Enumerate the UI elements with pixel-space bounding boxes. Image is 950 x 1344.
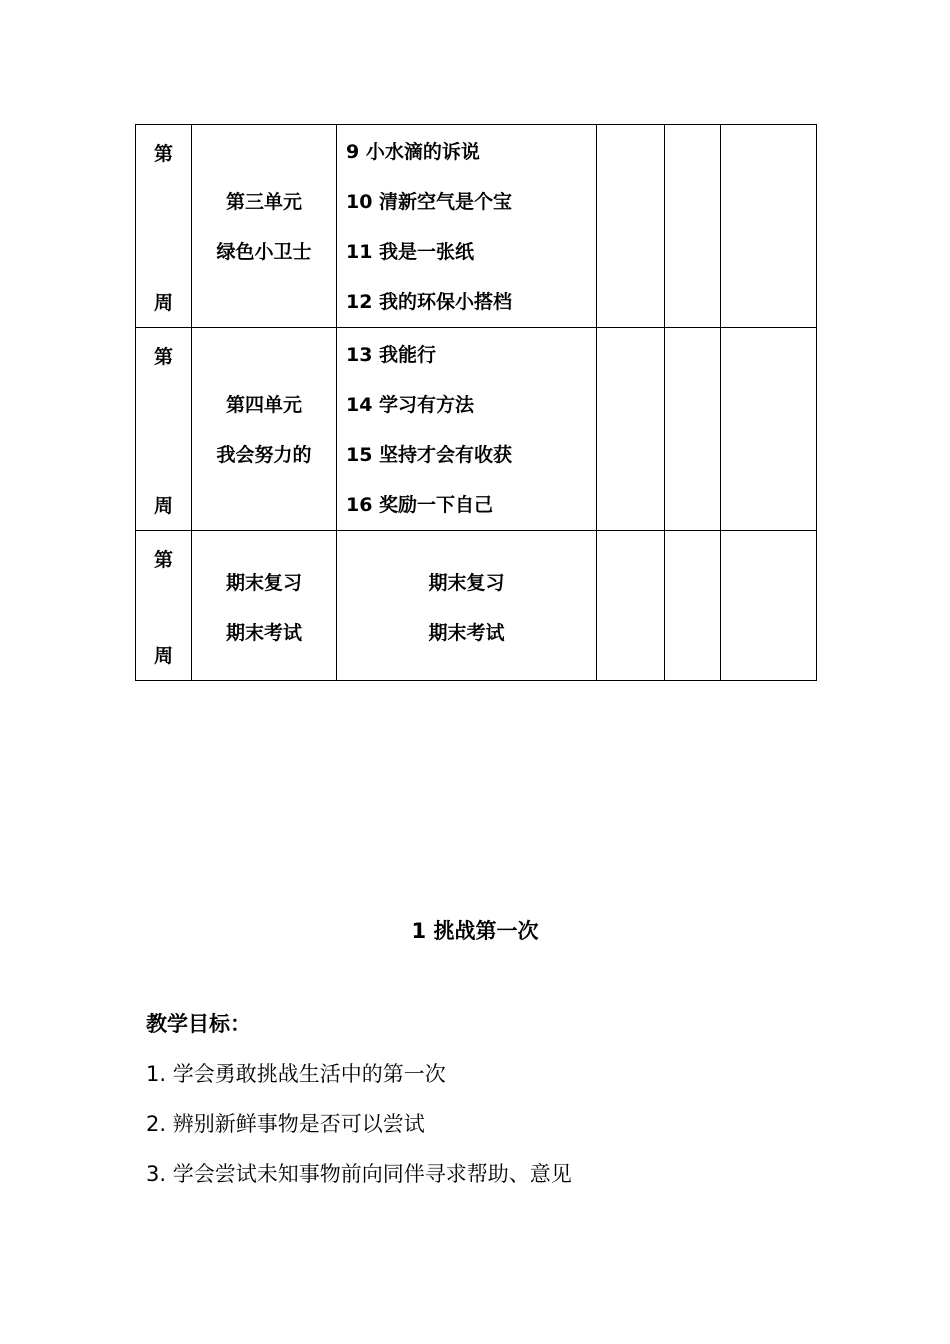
- unit-line: 我会努力的: [216, 444, 312, 466]
- unit-line: 第四单元: [225, 394, 302, 416]
- unit-cell: [192, 328, 337, 531]
- lesson-item: 9 小水滴的诉说: [346, 141, 480, 163]
- week-cell: [136, 328, 192, 531]
- lesson-item: 13 我能行: [346, 344, 437, 366]
- lesson-item: 16 奖励一下自己: [346, 494, 494, 516]
- empty-cell: [721, 125, 817, 328]
- week-label-bottom: 周: [153, 495, 173, 517]
- empty-cell: [665, 531, 721, 681]
- unit-line: 期末复习: [225, 572, 302, 594]
- week-label-bottom: 周: [153, 292, 173, 314]
- week-label-top: 第: [153, 549, 173, 571]
- unit-line: [192, 330, 336, 380]
- empty-cell: [721, 328, 817, 531]
- lesson-item: 期末考试: [428, 622, 505, 644]
- unit-line: 绿色小卫士: [216, 241, 312, 263]
- goal-item: 3. 学会尝试未知事物前向同伴寻求帮助、意见: [146, 1162, 572, 1186]
- week-cell: [136, 125, 192, 328]
- unit-line: 第三单元: [225, 191, 302, 213]
- unit-line: [192, 480, 336, 530]
- unit-line: [192, 127, 336, 177]
- lesson-item: 15 坚持才会有收获: [346, 444, 513, 466]
- schedule-row: [136, 328, 817, 531]
- unit-line: 期末考试: [225, 622, 302, 644]
- unit-cell: [192, 531, 337, 681]
- lesson-item: 12 我的环保小搭档: [346, 291, 513, 313]
- goals-heading: 教学目标：: [146, 1012, 251, 1036]
- lesson-item: 14 学习有方法: [346, 394, 475, 416]
- empty-cell: [597, 328, 665, 531]
- empty-cell: [665, 125, 721, 328]
- unit-line: [192, 277, 336, 327]
- empty-cell: [665, 328, 721, 531]
- empty-cell: [597, 125, 665, 328]
- lessons-cell: [337, 328, 597, 531]
- lesson-item: 11 我是一张纸: [346, 241, 475, 263]
- goal-item: 2. 辨别新鲜事物是否可以尝试: [146, 1112, 425, 1136]
- week-cell: [136, 531, 192, 681]
- week-label-bottom: 周: [153, 645, 173, 667]
- lessons-cell: [337, 531, 597, 681]
- schedule-table: [135, 124, 817, 681]
- lesson-item: 期末复习: [428, 572, 505, 594]
- empty-cell: [721, 531, 817, 681]
- goal-item: 1. 学会勇敢挑战生活中的第一次: [146, 1062, 446, 1086]
- unit-cell: [192, 125, 337, 328]
- schedule-row: [136, 125, 817, 328]
- week-label-top: 第: [153, 143, 173, 165]
- lesson-title: 1 挑战第一次: [411, 919, 539, 943]
- lessons-cell: [337, 125, 597, 328]
- empty-cell: [597, 531, 665, 681]
- lesson-item: 10 清新空气是个宝: [346, 191, 513, 213]
- schedule-row: [136, 531, 817, 681]
- week-label-top: 第: [153, 346, 173, 368]
